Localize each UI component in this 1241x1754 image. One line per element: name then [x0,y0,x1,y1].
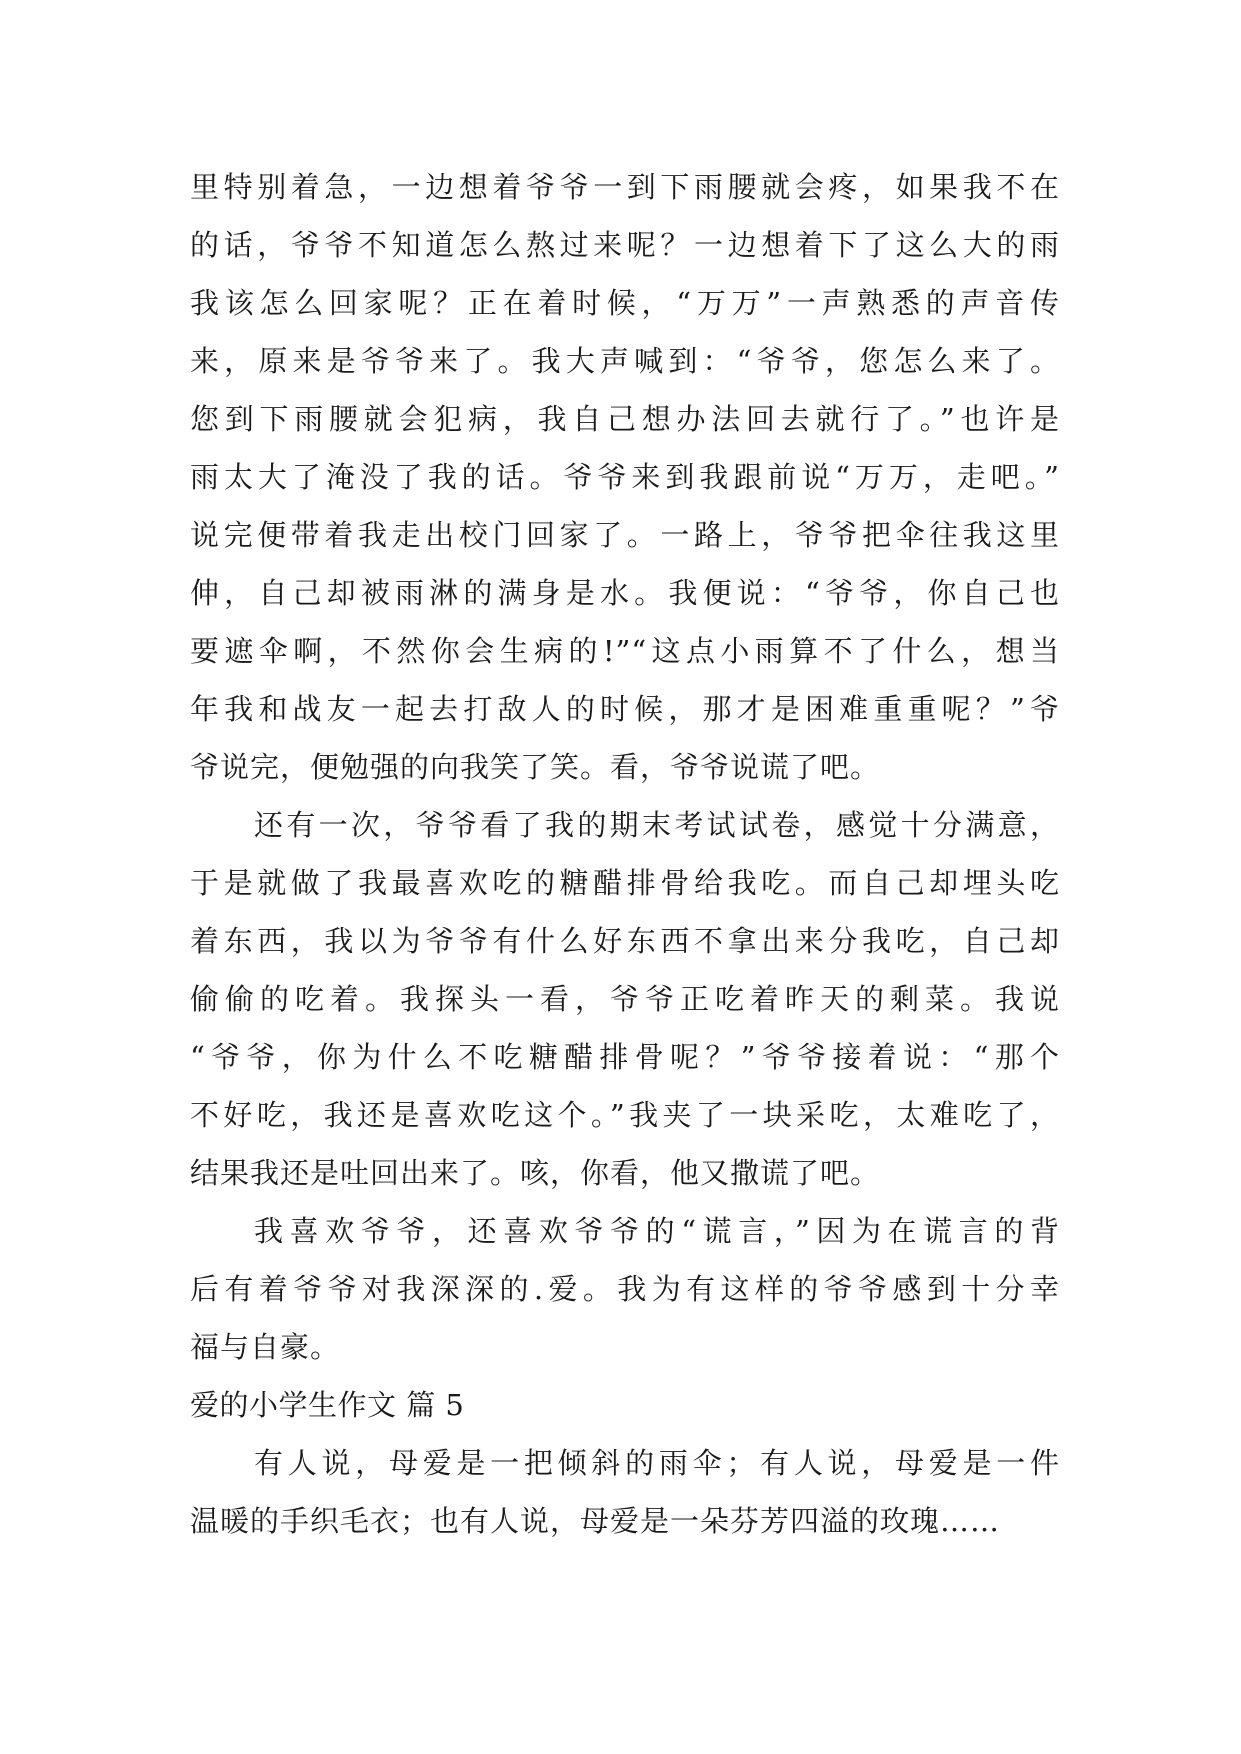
text-line: 于是就做了我最喜欢吃的糖醋排骨给我吃。而自己却埋头吃 [190,866,1060,900]
text-line: 着东西，我以为爷爷有什么好东西不拿出来分我吃，自己却 [190,924,1060,958]
text-line: 的话，爷爷不知道怎么熬过来呢？一边想着下了这么大的雨 [190,228,1060,262]
text-line: 来，原来是爷爷来了。我大声喊到：“爷爷，您怎么来了。 [190,344,1060,378]
document-page [190,158,1060,1550]
text-line: 偷偷的吃着。我探头一看，爷爷正吃着昨天的剩菜。我说 [190,982,1060,1016]
text-line: 有人说，母爱是一把倾斜的雨伞；有人说，母爱是一件 [254,1446,1060,1480]
text-line: 结果我还是吐回出来了。咳，你看，他又撒谎了吧。 [190,1156,881,1190]
text-line: 年我和战友一起去打敌人的时候，那才是困难重重呢？”爷 [190,692,1060,726]
paragraph-3 [190,1202,1060,1376]
text-line: 后有着爷爷对我深深的.爱。我为有这样的爷爷感到十分幸 [190,1272,1060,1306]
text-line: “爷爷，你为什么不吃糖醋排骨呢？”爷爷接着说：“那个 [190,1040,1060,1074]
text-line: 福与自豪。 [190,1330,341,1364]
text-line: 您到下雨腰就会犯病，我自己想办法回去就行了。”也许是 [190,402,1060,436]
section-heading: 爱的小学生作文 篇 5 [190,1388,465,1422]
text-line: 爷说完，便勉强的向我笑了笑。看，爷爷说谎了吧。 [190,750,881,784]
text-line: 我该怎么回家呢？正在着时候，“万万”一声熟悉的声音传 [190,286,1060,320]
text-line: 温暖的手织毛衣；也有人说，母爱是一朵芬芳四溢的玫瑰…… [190,1504,1001,1538]
paragraph-2 [190,796,1060,1202]
paragraph-1 [190,158,1060,796]
text-line: 不好吃，我还是喜欢吃这个。”我夹了一块采吃，太难吃了， [190,1098,1060,1132]
text-line: 要遮伞啊，不然你会生病的!”“这点小雨算不了什么，想当 [190,634,1060,668]
text-line: 伸，自己却被雨淋的满身是水。我便说：“爷爷，你自己也 [190,576,1060,610]
text-line: 说完便带着我走出校门回家了。一路上，爷爷把伞往我这里 [190,518,1060,552]
text-line: 还有一次，爷爷看了我的期末考试试卷，感觉十分满意， [254,808,1060,842]
paragraph-4 [190,1434,1060,1550]
text-line: 雨太大了淹没了我的话。爷爷来到我跟前说“万万，走吧。” [190,460,1060,494]
text-line: 里特别着急，一边想着爷爷一到下雨腰就会疼，如果我不在 [190,170,1060,204]
text-line: 我喜欢爷爷，还喜欢爷爷的“谎言，”因为在谎言的背 [254,1214,1060,1248]
